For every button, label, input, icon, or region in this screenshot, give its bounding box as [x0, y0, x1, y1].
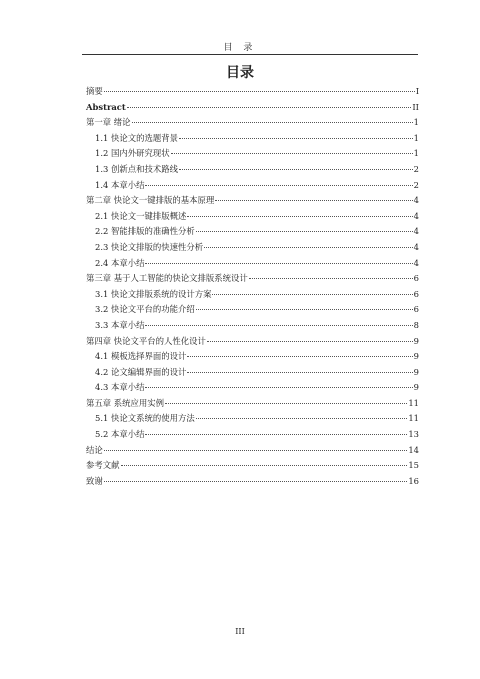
toc-entry-section[interactable] [86, 349, 419, 365]
toc-title: 目录 [226, 65, 254, 81]
page-number: III [235, 627, 245, 636]
toc-entry-chapter[interactable] [86, 458, 419, 474]
dot-leader [104, 91, 415, 92]
toc-entry-label: 第五章 系统应用实例 [86, 397, 165, 408]
dot-leader [145, 185, 412, 186]
toc-entry-section[interactable] [86, 240, 419, 256]
toc-entry-page: 14 [408, 444, 419, 455]
toc-entry-page: 9 [413, 351, 419, 362]
toc-entry-page: II [412, 101, 419, 112]
dot-leader [165, 403, 407, 404]
toc-entry-chapter[interactable] [86, 84, 419, 100]
dot-leader [145, 263, 412, 264]
toc-entry-label: 4.3 本章小结 [95, 382, 145, 393]
toc-entry-page: 1 [413, 132, 419, 143]
toc-entry-section[interactable] [86, 302, 419, 318]
dot-leader [187, 356, 412, 357]
dot-leader [179, 138, 413, 139]
dot-leader [171, 153, 413, 154]
toc-entry-chapter[interactable] [86, 396, 419, 412]
toc-entry-chapter[interactable] [86, 443, 419, 459]
header-rule [82, 54, 418, 55]
toc-entry-page: 2 [413, 163, 419, 174]
toc-entry-page: 11 [408, 413, 419, 424]
dot-leader [204, 247, 413, 248]
toc-entry-label: 第一章 绪论 [86, 117, 131, 128]
dot-leader [145, 387, 412, 388]
dot-leader [145, 325, 412, 326]
dot-leader [187, 216, 412, 217]
dot-leader [212, 294, 412, 295]
dot-leader [196, 309, 413, 310]
toc-entry-chapter[interactable] [86, 100, 419, 116]
toc-entry-section[interactable] [86, 162, 419, 178]
toc-entry-page: 1 [413, 117, 419, 128]
toc-entry-label: 2.2 智能排版的准确性分析 [95, 226, 195, 237]
toc-entry-label: 摘要 [86, 86, 103, 96]
toc-entry-label: 2.3 快论文排版的快速性分析 [95, 241, 204, 252]
toc-entry-page: 9 [413, 366, 419, 377]
toc-entry-page: 4 [413, 195, 419, 206]
toc-entry-page: 11 [408, 397, 419, 408]
toc-entry-label: 5.1 快论文系统的使用方法 [95, 413, 195, 424]
toc-entry-label: 3.2 快论文平台的功能介绍 [95, 304, 195, 315]
toc-entry-label: 第二章 快论文一键排版的基本原理 [86, 195, 215, 206]
toc-entry-page: 4 [413, 241, 419, 252]
toc-entry-section[interactable] [86, 224, 419, 240]
toc-entry-page: 15 [408, 460, 419, 471]
toc-entry-section[interactable] [86, 209, 419, 225]
toc-entry-chapter[interactable] [86, 271, 419, 287]
toc-entry-page: I [415, 86, 419, 96]
dot-leader [121, 465, 408, 466]
toc-entry-page: 6 [413, 304, 419, 315]
toc-entry-page: 13 [408, 429, 419, 440]
toc-entry-label: 4.1 模板选择界面的设计 [95, 351, 187, 362]
toc-entry-section[interactable] [86, 318, 419, 334]
toc-entry-page: 8 [413, 319, 419, 330]
dot-leader [196, 231, 413, 232]
toc-entry-chapter[interactable] [86, 334, 419, 350]
toc-entry-section[interactable] [86, 256, 419, 272]
toc-list [86, 84, 419, 489]
running-header: 目 录 [223, 43, 257, 53]
dot-leader [196, 418, 408, 419]
dot-leader [104, 450, 408, 451]
toc-entry-section[interactable] [86, 131, 419, 147]
toc-entry-label: 3.1 快论文排版系统的设计方案 [95, 288, 212, 299]
toc-entry-label: 结论 [86, 444, 103, 455]
toc-entry-page: 2 [413, 179, 419, 190]
toc-entry-chapter[interactable] [86, 193, 419, 209]
toc-entry-chapter[interactable] [86, 474, 419, 490]
dot-leader [145, 434, 407, 435]
toc-entry-label: 2.4 本章小结 [95, 257, 145, 268]
toc-entry-label: 1.2 国内外研究现状 [95, 148, 170, 159]
toc-entry-page: 1 [413, 148, 419, 159]
toc-entry-page: 4 [413, 210, 419, 221]
dot-leader [187, 372, 412, 373]
toc-entry-page: 9 [413, 382, 419, 393]
toc-entry-chapter[interactable] [86, 115, 419, 131]
dot-leader [179, 169, 413, 170]
toc-entry-label: 1.3 创新点和技术路线 [95, 163, 178, 174]
dot-leader [249, 278, 413, 279]
toc-entry-section[interactable] [86, 146, 419, 162]
dot-leader [207, 341, 413, 342]
toc-entry-label: 2.1 快论文一键排版概述 [95, 210, 187, 221]
toc-entry-page: 4 [413, 257, 419, 268]
toc-entry-label: 1.4 本章小结 [95, 179, 145, 190]
dot-leader [127, 107, 412, 108]
toc-entry-page: 16 [408, 475, 419, 486]
toc-entry-label: 3.3 本章小结 [95, 319, 145, 330]
toc-entry-label: 1.1 快论文的选题背景 [95, 132, 178, 143]
toc-entry-section[interactable] [86, 178, 419, 194]
toc-entry-section[interactable] [86, 365, 419, 381]
toc-entry-label: 5.2 本章小结 [95, 429, 145, 440]
toc-entry-section[interactable] [86, 380, 419, 396]
toc-entry-label: Abstract [86, 101, 126, 112]
toc-entry-label: 4.2 论文编辑界面的设计 [95, 366, 187, 377]
toc-entry-section[interactable] [86, 287, 419, 303]
dot-leader [104, 481, 408, 482]
dot-leader [215, 200, 412, 201]
toc-entry-section[interactable] [86, 427, 419, 443]
toc-entry-section[interactable] [86, 411, 419, 427]
toc-entry-label: 第四章 快论文平台的人性化设计 [86, 335, 206, 346]
toc-entry-page: 6 [413, 288, 419, 299]
toc-entry-label: 第三章 基于人工智能的快论文排版系统设计 [86, 273, 248, 284]
toc-entry-page: 6 [413, 273, 419, 284]
dot-leader [132, 122, 413, 123]
toc-entry-page: 4 [413, 226, 419, 237]
toc-entry-label: 致谢 [86, 475, 103, 486]
toc-entry-page: 9 [413, 335, 419, 346]
toc-entry-label: 参考文献 [86, 460, 120, 471]
